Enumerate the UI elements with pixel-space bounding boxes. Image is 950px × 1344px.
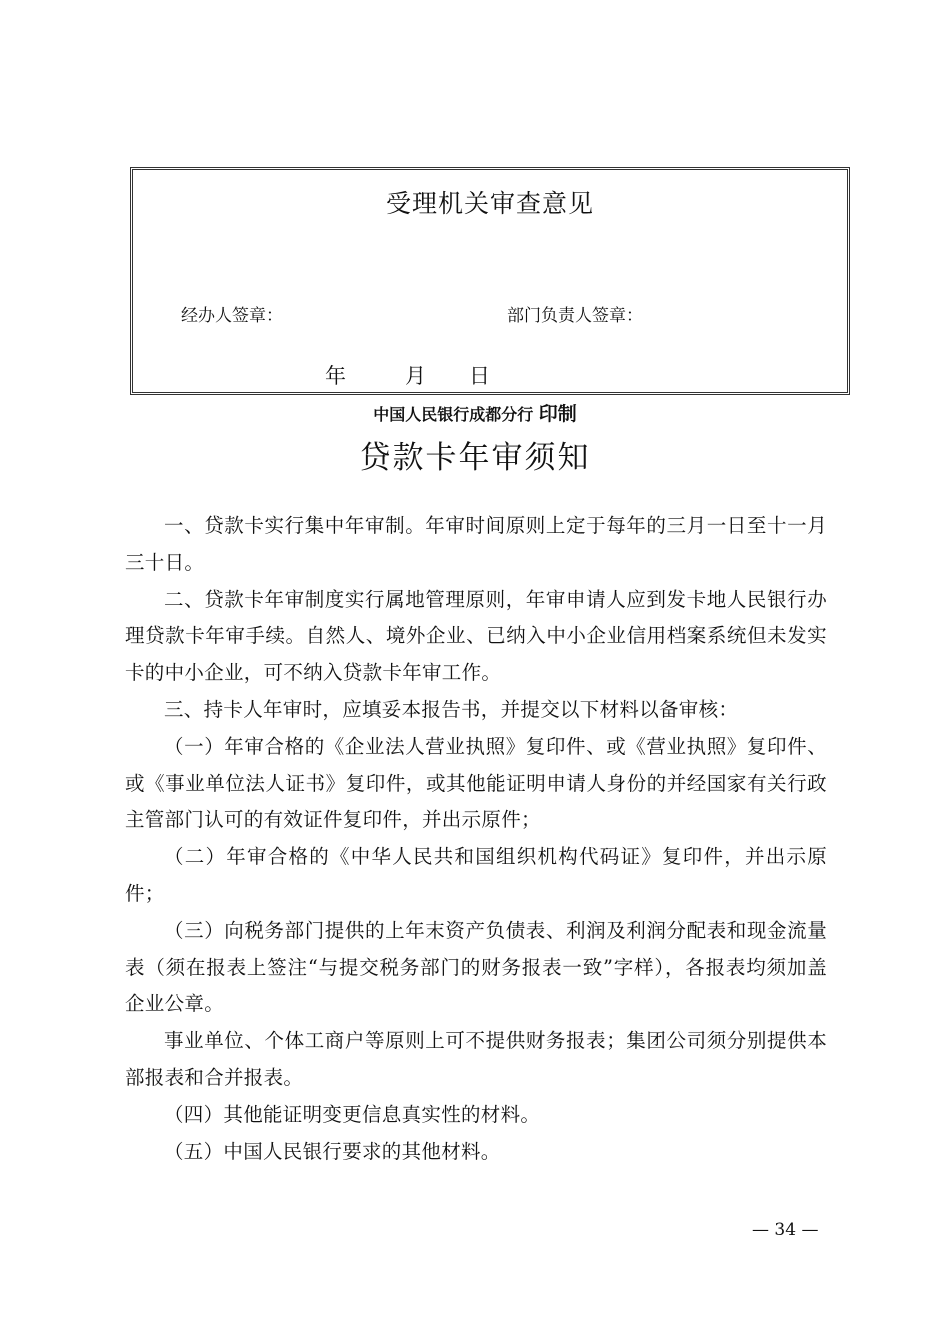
paragraph: （二）年审合格的《中华人民共和国组织机构代码证》复印件，并出示原件； [125, 845, 827, 905]
paragraph: 事业单位、个体工商户等原则上可不提供财务报表；集团公司须分别提供本部报表和合并报表。 [125, 1029, 827, 1089]
date-month-label: 月 [405, 364, 426, 388]
document-body [125, 508, 827, 1170]
paragraph: 一、贷款卡实行集中年审制。年审时间原则上定于每年的三月一日至十一月三十日。 [125, 514, 827, 574]
paragraph: （一）年审合格的《企业法人营业执照》复印件、或《营业执照》复印件、或《事业单位法人证书》复印件，或其他能证明申请人身份的并经国家有关行政主管部门认可的有效证件复印件，并出示原件； [125, 734, 827, 832]
review-opinion-box [130, 167, 850, 395]
document-title: 贷款卡年审须知 [359, 440, 591, 476]
paragraph: （四）其他能证明变更信息真实性的材料。 [164, 1102, 541, 1126]
printer-line [0, 399, 950, 426]
review-box-title: 受理机关审查意见 [385, 189, 594, 218]
paragraph: （三）向税务部门提供的上年末资产负债表、利润及利润分配表和现金流量表（须在报表上签注“与提交税务部门的财务报表一致”字样），各报表均须加盖企业公章。 [125, 918, 827, 1016]
page-number: — 34 — [752, 1220, 819, 1240]
handler-signature-label: 经办人签章： [181, 306, 283, 326]
printer-suffix: 印制 [538, 403, 577, 425]
dept-head-signature-label: 部门负责人签章： [507, 306, 643, 326]
date-year-label: 年 [325, 364, 346, 388]
date-day-label: 日 [469, 364, 490, 388]
paragraph: 三、持卡人年审时，应填妥本报告书，并提交以下材料以备审核： [164, 697, 739, 721]
paragraph: 二、贷款卡年审制度实行属地管理原则，年审申请人应到发卡地人民银行办理贷款卡年审手续。自然人、境外企业、已纳入中小企业信用档案系统但未发实卡的中小企业，可不纳入贷款卡年审工作。 [125, 587, 827, 685]
paragraph: （五）中国人民银行要求的其他材料。 [164, 1139, 501, 1163]
printer-org: 中国人民银行成都分行 [373, 405, 534, 424]
date-line [325, 360, 490, 390]
